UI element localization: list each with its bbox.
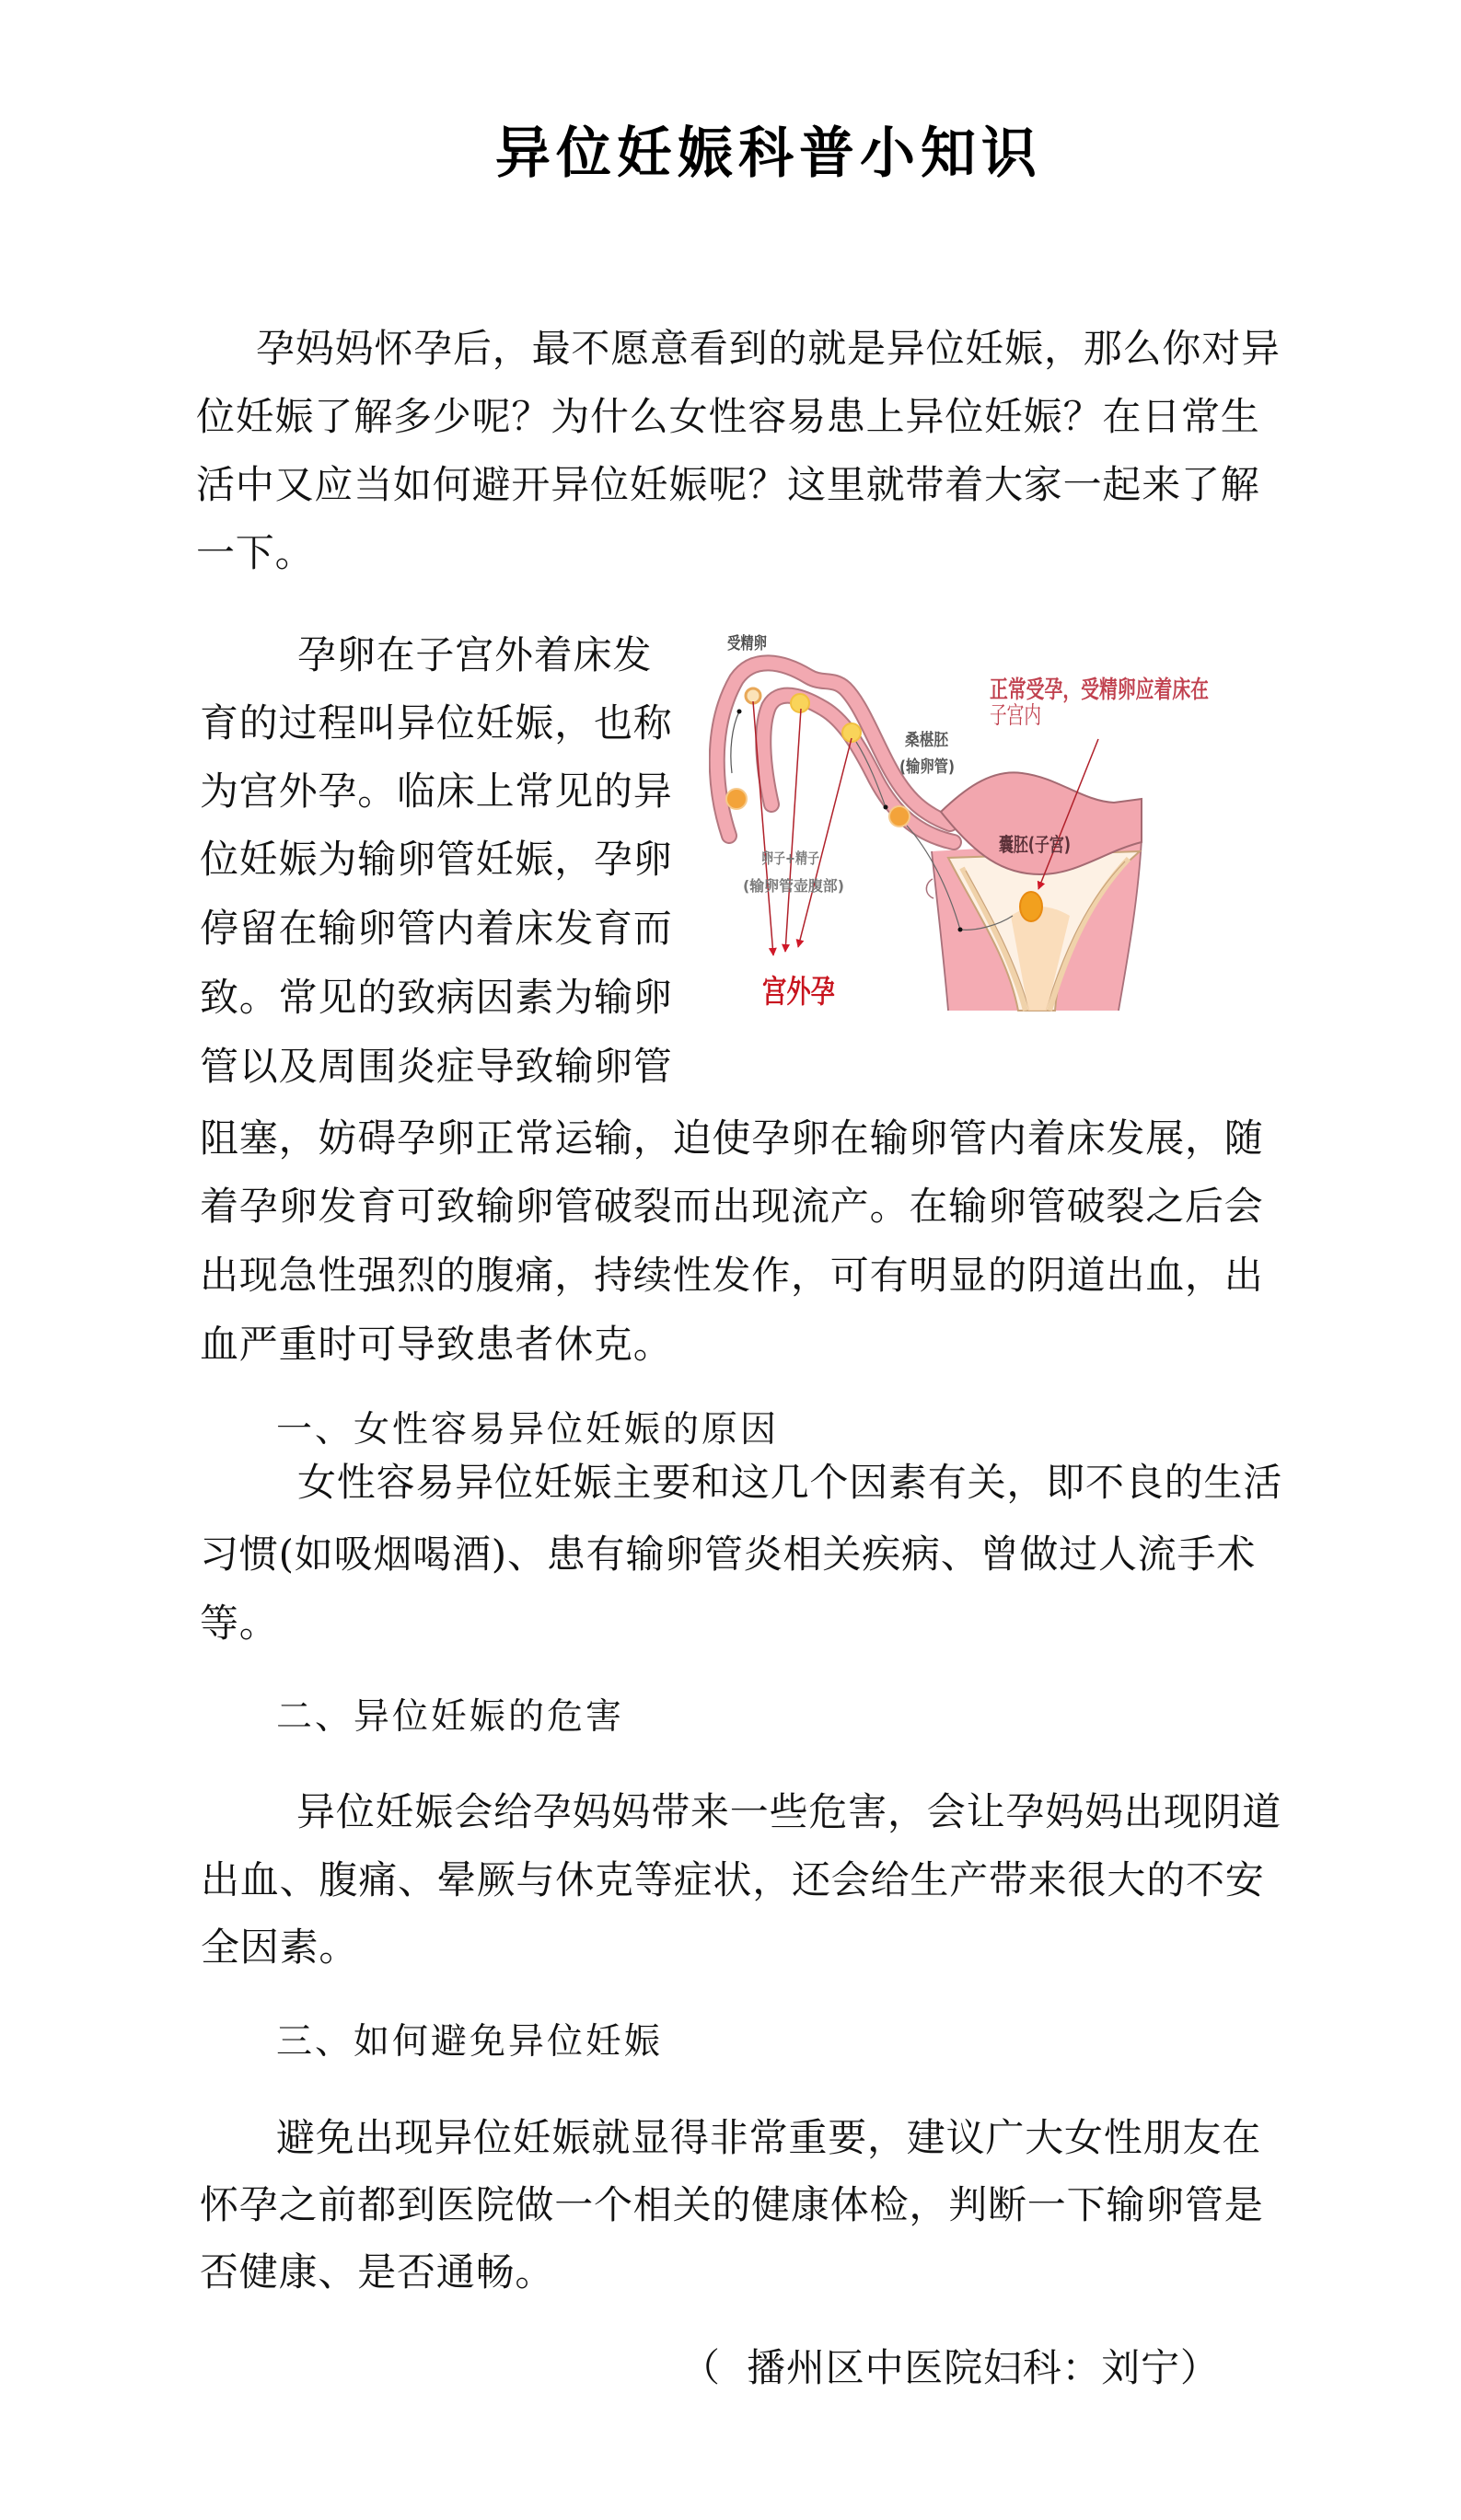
section-line: 全因素。 [201,1925,359,1970]
definition-line: 管以及周围炎症导致输卵管 [200,1044,673,1089]
definition-line: 阻塞，妨碍孕卵正常运输，迫使孕卵在输卵管内着床发展，随 [200,1116,1264,1161]
section-line: 习惯(如吸烟喝酒)、患有输卵管炎相关疾病、曾做过人流手术 [200,1532,1257,1577]
section-line: 怀孕之前都到医院做一个相关的健康体检，判断一下输卵管是 [200,2182,1264,2227]
label-fertilized-egg: 受精卵 [727,634,777,653]
definition-line: 血严重时可导致患者休克。 [200,1322,673,1367]
section-heading: 二、异位妊娠的危害 [276,1696,625,1738]
author-signature: （ 播州区中医院妇科：刘宁） [681,2345,1220,2390]
section-line: 避免出现异位妊娠就显得非常重要，建议广大女性朋友在 [276,2115,1262,2160]
definition-line: 育的过程叫异位妊娠，也称 [200,700,673,746]
intro-line: 活中又应当如何避开异位妊娠呢？这里就带着大家一起来了解 [196,462,1260,507]
label-normal-note-line1: 正常受孕，受精卵应着床在 [990,676,1278,704]
definition-line: 出现急性强烈的腹痛，持续性发作，可有明显的阴道出血，出 [200,1253,1264,1298]
section-line: 否健康、是否通畅。 [200,2249,555,2295]
section-line: 女性容易异位妊娠主要和这几个因素有关，即不良的生活 [297,1460,1283,1505]
document-title: 异位妊娠科普小知识 [495,121,1042,186]
section-line: 出血、腹痛、晕厥与休克等症状，还会给生产带来很大的不安 [201,1857,1265,1902]
definition-line: 为宫外孕。临床上常见的异 [200,769,673,814]
intro-line: 孕妈妈怀孕后，最不愿意看到的就是异位妊娠，那么你对异 [256,326,1281,371]
definition-line: 停留在输卵管内着床发育而 [200,906,673,951]
label-ectopic: 宫外孕 [762,974,835,1011]
label-blastocyst: 囊胚(子宫) [999,834,1071,856]
definition-line: 致。常见的致病因素为输卵 [200,975,673,1020]
label-normal-note-line2: 子宫内 [990,702,1041,730]
definition-line: 着孕卵发育可致输卵管破裂而出现流产。在输卵管破裂之后会 [200,1184,1264,1229]
intro-line: 一下。 [196,530,315,575]
label-egg-sperm-location: (输卵管壶腹部) [743,877,844,895]
section-heading: 三、如何避免异位妊娠 [276,2021,664,2063]
section-heading: 一、女性容易异位妊娠的原因 [276,1409,780,1451]
label-morula-location: (输卵管) [899,757,965,777]
definition-line: 位妊娠为输卵管妊娠，孕卵 [200,837,673,882]
label-egg-sperm: 卵子+精子 [761,850,819,867]
ectopic-pregnancy-illustration [709,618,1289,1060]
definition-line: 孕卵在子宫外着床发 [297,632,653,677]
section-line: 等。 [200,1601,279,1646]
label-morula: 桑椹胚 [905,731,955,750]
section-line: 异位妊娠会给孕妈妈带来一些危害，会让孕妈妈出现阴道 [296,1789,1282,1834]
intro-line: 位妊娠了解多少呢？为什么女性容易患上异位妊娠？在日常生 [196,394,1260,439]
